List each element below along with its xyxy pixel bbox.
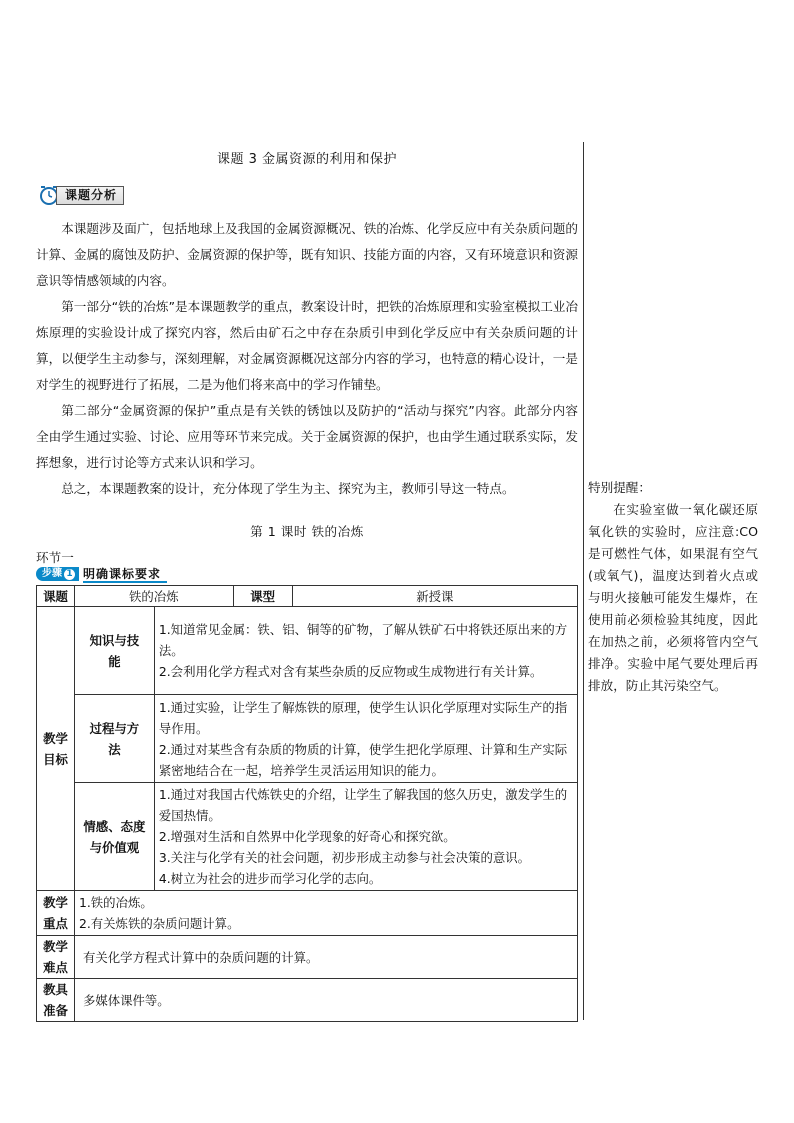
list-item: 2.增强对生活和自然界中化学现象的好奇心和探究欲。 [158, 829, 456, 844]
table-cell: 新授课 [292, 586, 577, 607]
table-cell: 教学目标 [37, 607, 75, 891]
table-row [37, 586, 578, 607]
list-item: 4.树立为社会的进步而学习化学的志向。 [158, 871, 382, 886]
table-row [37, 607, 578, 695]
table-cell [154, 783, 577, 891]
list-item: 1.知道常见金属：铁、铝、铜等的矿物，了解从铁矿石中将铁还原出来的方法。 [158, 622, 568, 658]
sidebar-text: 在实验室做一氧化碳还原氧化铁的实验时，应注意:CO 是可燃性气体，如果混有空气(或氧气)，温度达到着火点或与明火接触可能发生爆炸，在使用前必须检验其纯度，因此在加热之前，必须将管内空气排净。实验中尾气要处理后再排放，防止其污染空气。 [588, 502, 758, 693]
objectives-table [36, 585, 578, 1022]
table-cell [154, 695, 577, 783]
table-row [37, 695, 578, 783]
table-row [37, 979, 578, 1022]
step-number: 1 [64, 569, 75, 580]
list-item: 2.会利用化学方程式对含有某些杂质的反应物或生成物进行有关计算。 [158, 664, 543, 679]
table-row [37, 936, 578, 979]
step-heading [36, 567, 167, 583]
table-cell: 课题 [37, 586, 75, 607]
table-cell: 多媒体课件等。 [74, 979, 577, 1022]
list-item: 1.通过实验，让学生了解炼铁的原理，使学生认识化学原理对实际生产的指导作用。 [158, 699, 568, 736]
table-cell: 过程与方法 [74, 695, 154, 783]
section-badge [38, 184, 130, 206]
paragraph: 第一部分“铁的冶炼”是本课题教学的重点，教案设计时，把铁的冶炼原理和实验室模拟工业冶炼原理的实验设计成了探究内容，然后由矿石之中存在杂质引申到化学反应中有关杂质问题的计算，以便学生主动参与，深刻理解，对金属资源概况这部分内容的学习，也特意的精心设计，一是对学生的视野进行了拓展，二是为他们将来高中的学习作铺垫。 [36, 299, 578, 392]
table-cell [154, 607, 577, 695]
lesson-title: 第 1 课时 铁的冶炼 [250, 524, 364, 539]
step-badge [36, 567, 79, 581]
badge-label: 课题分析 [56, 186, 124, 205]
table-cell [74, 891, 577, 936]
paragraph: 本课题涉及面广，包括地球上及我国的金属资源概况、铁的冶炼、化学反应中有关杂质问题的计算、金属的腐蚀及防护、金属资源的保护等，既有知识、技能方面的内容，又有环境意识和资源意识等情感领域的内容。 [36, 221, 578, 288]
section-label: 环节一 [36, 550, 74, 565]
list-item: 1.通过对我国古代炼铁史的介绍，让学生了解我国的悠久历史，激发学生的爱国热情。 [158, 787, 568, 823]
sidebar-note [588, 477, 758, 697]
table-row [37, 891, 578, 936]
sidebar-title: 特别提醒： [588, 480, 651, 495]
table-cell: 课型 [233, 586, 292, 607]
table-cell: 有关化学方程式计算中的杂质问题的计算。 [74, 936, 577, 979]
table-cell: 教具准备 [37, 979, 75, 1022]
list-item: 1.铁的冶炼。 [78, 895, 153, 910]
table-cell: 铁的冶炼 [74, 586, 233, 607]
step-tag: 步骤 [42, 568, 62, 579]
column-divider [583, 142, 584, 1020]
page-title: 课题 3 金属资源的利用和保护 [216, 152, 398, 167]
table-cell: 知识与技能 [74, 607, 154, 695]
table-cell: 教学重点 [37, 891, 75, 936]
table-cell: 教学难点 [37, 936, 75, 979]
list-item: 2.通过对某些含有杂质的物质的计算，使学生把化学原理、计算和生产实际紧密地结合在一起，培养学生灵活运用知识的能力。 [158, 741, 568, 778]
paragraph: 总之，本课题教案的设计，充分体现了学生为主、探究为主，教师引导这一特点。 [61, 481, 515, 496]
list-item: 2.有关炼铁的杂质问题计算。 [78, 916, 240, 931]
paragraph: 第二部分“金属资源的保护”重点是有关铁的锈蚀以及防护的“活动与探究”内容。此部分内容全由学生通过实验、讨论、应用等环节来完成。关于金属资源的保护，也由学生通过联系实际，发挥想象，进行讨论等方式来认识和学习。 [36, 403, 578, 470]
table-cell: 情感、态度与价值观 [74, 783, 154, 891]
step-label: 明确课标要求 [83, 567, 167, 583]
table-row [37, 783, 578, 891]
analysis-text [36, 216, 578, 502]
list-item: 3.关注与化学有关的社会问题，初步形成主动参与社会决策的意识。 [158, 850, 531, 865]
